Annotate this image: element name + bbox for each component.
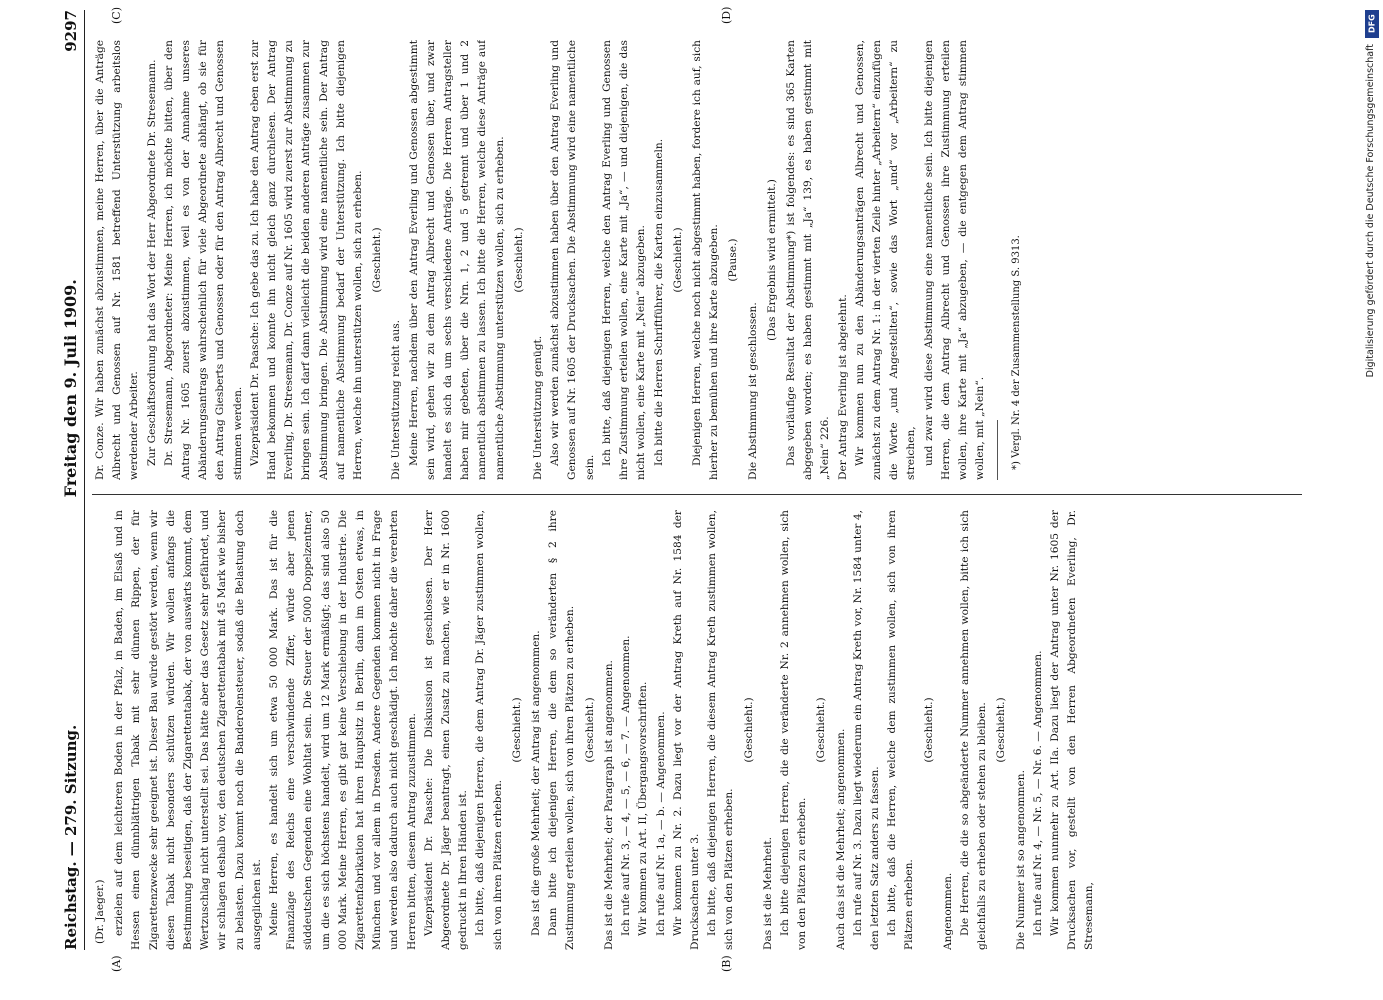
left-column-paragraph: Ich rufe auf Nr. 1a, — b. — Angenommen.: [654, 711, 667, 936]
left-column-paragraph: Wir kommen zu Art. II, Übergangsvorschriften.: [637, 681, 650, 936]
left-column-paragraph: Ich bitte, daß diejenigen Herren, die dem Antrag Dr. Jäger zustimmen wollen, sich von ihren Plätzen erheben.: [474, 510, 504, 950]
left-column-paragraph: Angenommen.: [941, 872, 954, 950]
left-column-paragraph: Ich bitte, daß diejenigen Herren, die diesem Antrag Kreth zustimmen wollen, sich von den Plätzen erheben.: [706, 510, 736, 950]
column-divider: [92, 494, 1302, 495]
left-column-paragraph: Dann bitte ich diejenigen Herren, die dem so veränderten § 2 ihre Zustimmung erteilen wollen, sich von ihren Plätzen zu erheben.: [547, 510, 577, 950]
right-column-paragraph: Diejenigen Herren, welche noch nicht abgestimmt haben, fordere ich auf, sich hierher zu bemühen und ihre Karte abzugeben.: [690, 40, 721, 480]
left-column-paragraph: Ich rufe auf Nr. 3. Dazu liegt wiederum ein Antrag Kreth vor, Nr. 1584 unter 4, den letzten Satz anders zu fassen.: [851, 510, 881, 950]
right-column-body: [92, 40, 989, 480]
right-column-paragraph: Meine Herren, nachdem über den Antrag Everling und Genossen abgestimmt sein wird, gehen wir zu dem Antrag Albrecht und Genossen über, und zwar handelt es sich da um sechs verschiedene Anträge. Die Herren Antragsteller haben mir gebeten, über die Nrn. 1, 2 und 5 getrennt und über 1 und 2 namentlich abstimmen zu lassen. Ich bitte die Herren, welche diese Anträge auf namentliche Abstimmung unterstützen wollen, sich zu erheben.: [407, 40, 506, 480]
right-column-paragraph: Die Unterstützung reicht aus.: [390, 319, 403, 480]
page-number: 9297: [62, 10, 80, 52]
left-column-paragraph: Ich rufe auf Nr. 4, — Nr. 5, — Nr. 6. — Angenommen.: [1031, 650, 1044, 936]
header-date: Freitag den 9. Juli 1909.: [61, 279, 80, 498]
right-column-paragraph: Dr. Conze. Wir haben zunächst abzustimmen, meine Herren, über die Anträge Albrecht und Genossen auf Nr. 1581 betreffend Unterstützung arbeitslos werdender Arbeiter.: [94, 40, 141, 480]
right-column-paragraph: (Pause.): [727, 238, 740, 282]
credit-text: Digitalisierung gefördert durch die Deutsche Forschungsgemeinschaft: [1365, 44, 1376, 378]
right-column-paragraph: Ich bitte, daß diejenigen Herren, welche den Antrag Everling und Genossen ihre Zustimmung erteilen wollen, eine Karte mit „Ja“, — und diejenigen, die das nicht wollen, eine Karte mit „Nein“ abzugeben.: [600, 40, 648, 480]
left-column-paragraph: Wir kommen nunmehr zu Art. IIa. Dazu liegt der Antrag unter Nr. 1605 der Drucksachen vor, gestellt von den Herren Abgeordneten Everling, Dr. Stresemann,: [1048, 510, 1096, 950]
left-column-paragraph: (Dr. Jaeger.): [94, 879, 106, 944]
right-column-paragraph: (Das Ergebnis wird ermittelt.): [765, 179, 778, 341]
left-column-paragraph: Ich bitte, daß die Herren, welche dem zustimmen wollen, sich von ihren Plätzen erheben.: [886, 510, 916, 950]
left-column-paragraph: Das ist die große Mehrheit; der Antrag ist angenommen.: [530, 630, 543, 936]
dfg-logo: DFG: [1365, 10, 1379, 38]
left-column-paragraph: Das ist die Mehrheit.: [761, 837, 774, 950]
left-column-paragraph: (Geschieht.): [815, 697, 828, 763]
right-column-paragraph: (Geschieht.): [671, 227, 684, 293]
left-column-paragraph: (Geschieht.): [583, 697, 596, 763]
left-column-paragraph: Das ist die Mehrheit; der Paragraph ist angenommen.: [602, 660, 615, 950]
margin-mark-d: (D): [720, 6, 733, 24]
document-page: [40, 0, 1360, 980]
right-column-paragraph: (Geschieht.): [371, 227, 384, 293]
left-column-paragraph: Die Nummer ist so angenommen.: [1014, 770, 1027, 950]
right-column-paragraph: und zwar wird diese Abstimmung eine namentliche sein. Ich bitte diejenigen Herren, die dem Antrag Albrecht und Genossen ihre Zustimmung erteilen wollen, ihre Karte mit „Ja“ abzugeben, — die entgegen dem Antrag stimmen wollen, mit „Nein“.: [922, 40, 987, 480]
left-column-paragraph: Auch das ist die Mehrheit; angenommen.: [834, 728, 847, 950]
digitization-credit: [1363, 10, 1381, 730]
right-column-paragraph: Die Abstimmung ist geschlossen.: [746, 302, 759, 480]
right-column-paragraph: Die Unterstützung genügt.: [532, 335, 545, 480]
right-column-paragraph: Das vorläufige Resultat der Abstimmung*) ist folgendes: es sind 365 Karten abgegeben worden; es haben gestimmt mit „Ja“ 139, es haben gestimmt mit „Nein“ 226.: [784, 40, 832, 480]
header-left: Reichstag. — 279. Sitzung.: [62, 724, 80, 950]
margin-mark-c: (C): [110, 7, 123, 24]
right-column: [92, 40, 1302, 480]
left-column-paragraph: Wir kommen zu Nr. 2. Dazu liegt vor der Antrag Kreth auf Nr. 1584 der Drucksachen unter 3.: [671, 510, 701, 950]
page-header: [40, 10, 85, 950]
footnote: *) Vergl. Nr. 4 der Zusammenstellung S. 9313.: [1011, 235, 1023, 470]
footnote-rule: [997, 420, 998, 480]
right-column-paragraph: Vizepräsident Dr. Paasche: Ich gebe das zu. Ich habe den Antrag eben erst zur Hand bekommen und konnte ihn nicht gleich ganz durchlesen. Der Antrag Everling, Dr. Stresemann, Dr. Conze auf Nr. 1605 wird zuerst zur Abstimmung zu bringen sein. Ich darf dann vielleicht die beiden anderen Anträge zusammen zur Abstimmung bringen. Die Abstimmung wird eine namentliche sein. Der Antrag auf namentliche Abstimmung bedarf der Unterstützung. Ich bitte diejenigen Herren, welche ihn unterstützen wollen, sich zu erheben.: [248, 40, 365, 480]
left-column-paragraph: Meine Herren, es handelt sich um etwa 50 000 Mark. Das ist für die Finanzlage des Reichs eine verschwindende Ziffer, würde aber jenen süddeutschen Gegenden eine Wohltat sein. Die Steuer der 5000 Doppelzentner, um die es sich höchstens handelt, wird um 12 Mark ermäßigt; das sind also 50 000 Mark. Meine Herren, es gibt gar keine Verschiebung in der Industrie. Die Zigarettenfabrikation hat ihren Hauptsitz in Berlin, dann im Osten etwas, in München und vor allem in Dresden. Andere Gegenden kommen nicht in Frage und werden also dadurch auch nicht geschädigt. Ich möchte daher die verehrten Herren bitten, diesem Antrag zuzustimmen.: [268, 510, 418, 950]
margin-mark-a: (A): [110, 955, 123, 972]
left-column-paragraph: erzielen auf dem leichteren Boden in der Pfalz, in Baden, im Elsaß und in Hessen einen dünnblättrigen Tabak mit sehr dünnen Rippen, der für Zigarettenzwecke sehr geeignet ist. Dieser Bau würde gestört werden, wenn wir diesen Tabak nicht besonders schützen würden. Wir wollen anfangs die Bestimmung beseitigen, daß der Zigarettentabak, der von auswärts kommt, dem Wertzuschlag nicht unterstellt sei. Das hätte aber das Gesetz sehr gefährdet, und wir schlagen deshalb vor, den deutschen Zigarettentabak mit 45 Mark wie bisher zu belasten. Dazu kommt noch die Banderolensteuer, sodaß die Belastung doch ausgeglichen ist.: [113, 510, 263, 950]
right-column-paragraph: Der Antrag Everling ist abgelehnt.: [836, 294, 849, 480]
left-column-paragraph: (Geschieht.): [510, 697, 523, 763]
right-column-paragraph: Ich bitte die Herren Schriftführer, die Karten einzusammeln.: [652, 138, 665, 466]
right-column-paragraph: Wir kommen nun zu den Abänderungsanträgen Albrecht und Genossen, zunächst zu dem Antrag Nr. 1: in der vierten Zeile hinter „Arbeitern“ einzufügen die Worte „und Angestellten“, sowie das Wort „und“ vor „Arbeitern“ zu streichen,: [853, 40, 918, 480]
left-column-paragraph: Ich bitte diejenigen Herren, die die veränderte Nr. 2 annehmen wollen, sich von den Plätzen zu erheben.: [778, 510, 809, 950]
left-column-paragraph: Die Herren, die die so abgeänderte Nummer annehmen wollen, bitte ich sich gleichfalls zu erheben oder stehen zu bleiben.: [958, 510, 989, 950]
left-column-paragraph: Vizepräsident Dr. Paasche: Die Diskussion ist geschlossen. Der Herr Abgeordnete Dr. Jäger beantragt, einen Zusatz zu machen, wie er in Nr. 1600 gedruckt in Ihren Händen ist.: [422, 510, 470, 950]
left-column-paragraph: (Geschieht.): [922, 697, 935, 763]
right-column-paragraph: Zur Geschäftsordnung hat das Wort der Herr Abgeordnete Dr. Stresemann.: [145, 59, 158, 466]
left-column: [92, 510, 1302, 950]
left-column-paragraph: (Geschieht.): [995, 697, 1008, 763]
right-column-paragraph: Also wir werden zunächst abzustimmen haben über den Antrag Everling und Genossen auf Nr. 1605 der Drucksachen. Die Abstimmung wird eine namentliche sein.: [549, 40, 596, 480]
right-column-paragraph: (Geschieht.): [512, 227, 525, 293]
right-column-paragraph: Dr. Stresemann, Abgeordneter: Meine Herren, ich möchte bitten, über den Antrag Nr. 1605 zuerst abzustimmen, weil es von der Annahme unseres Abänderungsantrags wahrscheinlich für viele Abgeordnete abhängt, ob sie für den Antrag Giesberts und Genossen oder für den Antrag Albrecht und Genossen stimmen werden.: [162, 40, 244, 480]
margin-mark-b: (B): [720, 955, 733, 972]
left-column-paragraph: (Geschieht.): [742, 697, 755, 763]
left-column-paragraph: Ich rufe auf Nr. 3, — 4, — 5, — 6, — 7. — Angenommen.: [620, 635, 633, 936]
